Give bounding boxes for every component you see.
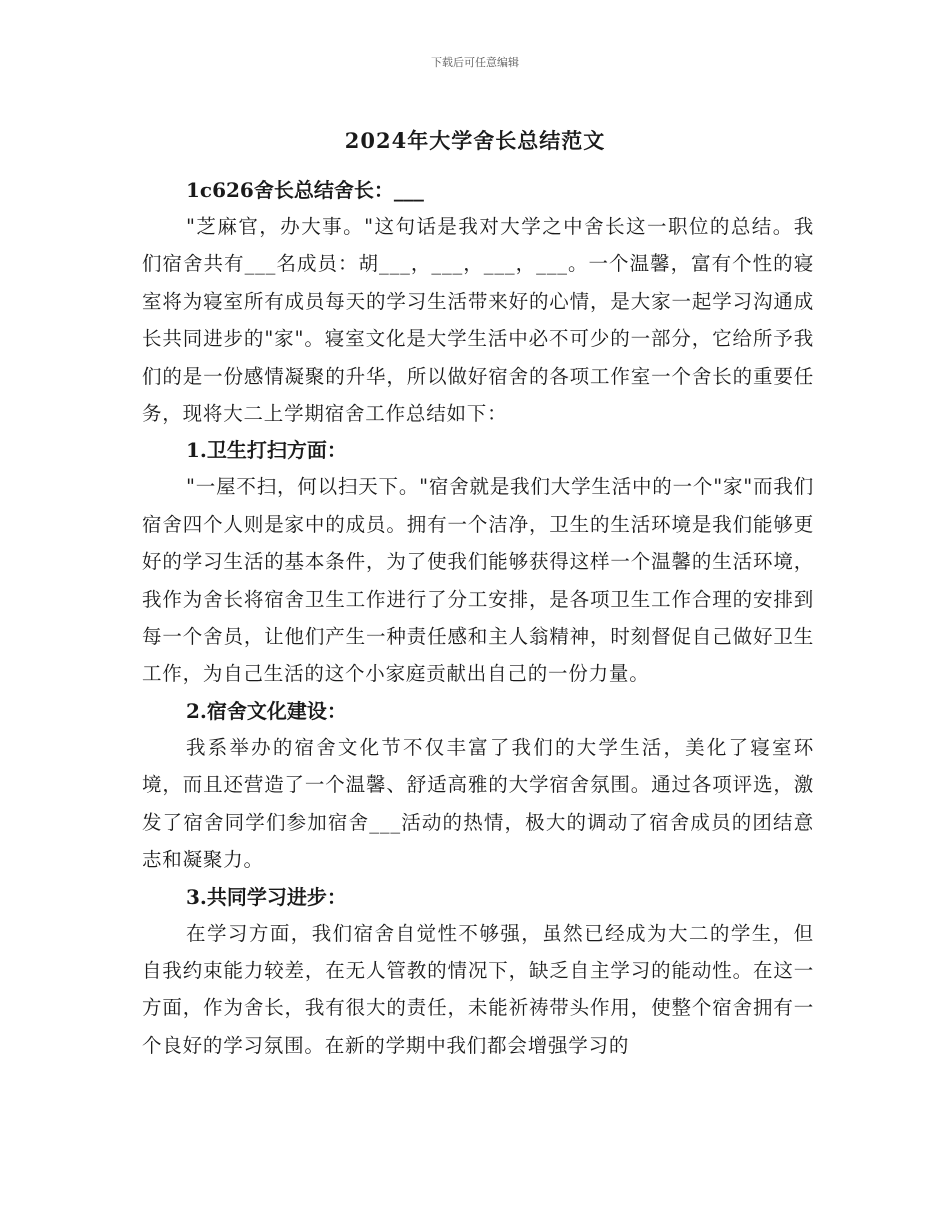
section-paragraph-hygiene: "一屋不扫，何以扫天下。"宿舍就是我们大学生活中的一个"家"而我们宿舍四个人则是家中的成员。拥有一个洁净，卫生的生活环境是我们能够更好的学习生活的基本条件，为了使我们能够获得这样一个温馨的生活环境，我作为舍长将宿舍卫生工作进行了分工安排，是各项卫生工作合理的安排到每一个舍员，让他们产生一种责任感和主人翁精神，时刻督促自己做好卫生工作，为自己生活的这个小家庭贡献出自己的一份力量。 xyxy=(142,475,814,686)
document-title: 2024年大学舍长总结范文 xyxy=(344,128,606,153)
section-paragraph-culture: 我系举办的宿舍文化节不仅丰富了我们的大学生活，美化了寝室环境，而且还营造了一个温馨、舒适高雅的大学宿舍氛围。通过各项评选，激发了宿舍同学们参加宿舍___活动的热情，极大的调动了宿舍成员的团结意志和凝聚力。 xyxy=(142,735,814,872)
intro-paragraph: "芝麻官，办大事。"这句话是我对大学之中舍长这一职位的总结。我们宿舍共有___名成员：胡___，___，___，___。一个温馨，富有个性的寝室将为寝室所有成员每天的学习生活带来好的心情，是大家一起学习沟通成长共同进步的"家"。寝室文化是大学生活中必不可少的一部分，它给所予我们的是一份感情凝聚的升华，所以做好宿舍的各项工作室一个舍长的重要任务，现将大二上学期宿舍工作总结如下： xyxy=(142,215,814,426)
section-heading-study: 3.共同学习进步： xyxy=(186,884,347,909)
section-paragraph-study: 在学习方面，我们宿舍自觉性不够强，虽然已经成为大二的学生，但自我约束能力较差，在无人管教的情况下，缺乏自主学习的能动性。在这一方面，作为舍长，我有很大的责任，未能祈祷带头作用，使整个宿舍拥有一个良好的学习氛围。在新的学期中我们都会增强学习的 xyxy=(142,921,814,1057)
document-body xyxy=(142,172,814,1064)
section-heading-hygiene: 1.卫生打扫方面： xyxy=(186,438,347,463)
header-note: 下载后可任意编辑 xyxy=(431,56,519,69)
intro-heading: 1c626舍长总结舍长：___ xyxy=(186,178,424,202)
section-heading-culture: 2.宿舍文化建设： xyxy=(186,698,347,723)
